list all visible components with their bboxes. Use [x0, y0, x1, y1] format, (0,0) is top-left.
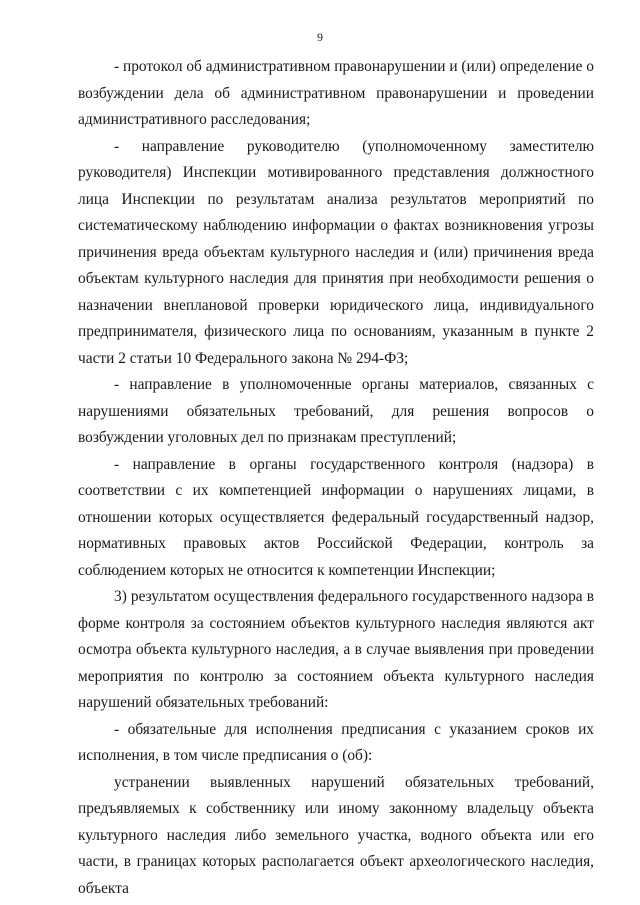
paragraph-mandatory-orders: - обязательные для исполнения предписания с указанием сроков их исполнения, в том числе предписания о (об):	[78, 720, 594, 764]
document-body	[78, 54, 594, 902]
paragraph-elimination-of-violations: устранении выявленных нарушений обязательных требований, предъявляемых к собственнику или иному законному владельцу объекта культурного наследия либо земельного участка, водного объекта или его части, в границах которых располагается объект археологического наследия, объекта	[78, 773, 594, 897]
page-number: 9	[317, 30, 323, 44]
paragraph-protocol: - протокол об административном правонарушении и (или) определение о возбуждении дела об административном правонарушении и проведении административного расследования;	[78, 58, 594, 128]
paragraph-submission-to-head: - направление руководителю (уполномоченному заместителю руководителя) Инспекции мотивированного представления должностного лица Инспекции по результатам анализа результатов мероприятий по систематическому наблюдению информации о фактах возникновения угрозы причинения вреда объектам культурного наследия и (или) причинения вреда объектам культурного наследия для принятия при необходимости решения о назначении внеплановой проверки юридического лица, индивидуального предпринимателя, физического лица по основаниям, указанным в пункте 2 части 2 статьи 10 Федерального закона № 294-ФЗ;	[78, 137, 594, 367]
paragraph-item-3-result: 3) результатом осуществления федерального государственного надзора в форме контроля за состоянием объектов культурного наследия являются акт осмотра объекта культурного наследия, а в случае выявления при проведении мероприятия по контролю за состоянием объекта культурного наследия нарушений обязательных требований:	[78, 588, 594, 711]
paragraph-materials-to-authorities: - направление в уполномоченные органы материалов, связанных с нарушениями обязательных требований, для решения вопросов о возбуждении уголовных дел по признакам преступлений;	[78, 376, 594, 446]
paragraph-info-to-control-bodies: - направление в органы государственного контроля (надзора) в соответствии с их компетенцией информации о нарушениях лицами, в отношении которых осуществляется федеральный государственный надзор, нормативных правовых актов Российской Федерации, контроль за соблюдением которых не относится к компетенции Инспекции;	[78, 455, 594, 579]
